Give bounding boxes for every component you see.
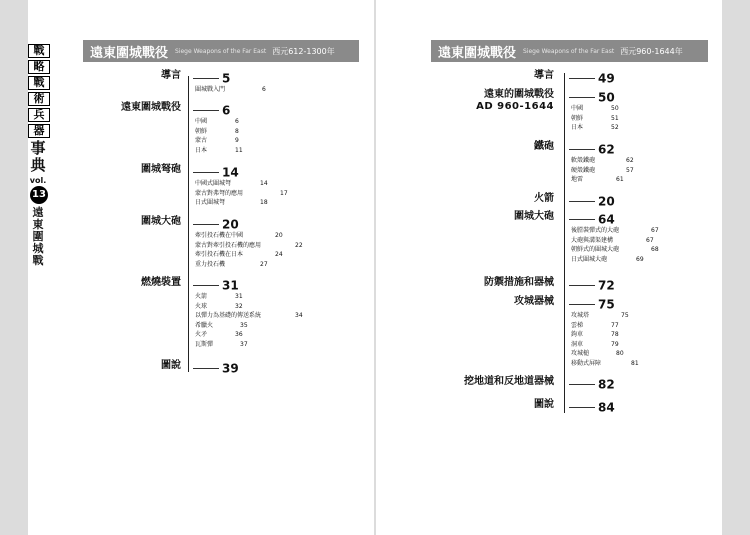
section-title-line1: 挖地道和反地道器械 <box>464 376 554 387</box>
toc-section-title <box>28 102 181 126</box>
toc-subitem <box>195 180 345 188</box>
spine-sub-char: 戰 <box>32 254 44 267</box>
section-page-number: 75 <box>598 297 615 312</box>
toc-subitem <box>195 128 345 136</box>
subitem-page-number: 61 <box>616 176 624 183</box>
toc-subitem <box>571 246 721 254</box>
subitem-title: 日式圍城大砲 <box>571 255 608 263</box>
section-page-number: 39 <box>222 361 239 376</box>
leader-line <box>569 97 595 98</box>
right-page <box>376 0 722 535</box>
leader-line <box>193 172 219 173</box>
subitem-page-number: 11 <box>235 146 243 154</box>
leader-line <box>569 219 595 220</box>
subitem-page-number: 35 <box>240 321 248 329</box>
subitem-title: 移動式屏障 <box>571 359 602 367</box>
subitem-title: 以彈力為基礎的傳送系統 <box>195 312 262 319</box>
section-title-line2: AD 960-1644 <box>476 101 554 112</box>
section-title-text <box>476 89 554 113</box>
section-title-line1: 導言 <box>161 70 181 81</box>
banner-subtitle: Siege Weapons of the Far East <box>175 47 267 55</box>
toc-divider-line <box>564 73 565 413</box>
subitem-title: 瓦斯彈 <box>195 340 214 348</box>
right-section-banner <box>431 40 708 62</box>
banner-subtitle: Siege Weapons of the Far East <box>523 47 615 55</box>
subitem-page-number: 79 <box>611 340 619 348</box>
subitem-title: 希臘火 <box>195 321 214 329</box>
subitem-title: 攻城槌 <box>571 350 590 357</box>
section-title-text <box>514 296 554 308</box>
subitem-page-number: 6 <box>235 118 239 125</box>
toc-subitem <box>571 331 721 339</box>
toc-subitem <box>195 261 345 269</box>
subitem-page-number: 36 <box>235 331 243 338</box>
subitem-page-number: 22 <box>295 241 303 249</box>
spine-sub-char: 圍 <box>32 230 44 243</box>
toc-subitem <box>195 312 345 320</box>
section-title-text <box>534 399 554 411</box>
spine-char: 戰 <box>28 44 50 58</box>
leader-line <box>193 78 219 79</box>
section-title-text <box>141 216 181 228</box>
subitem-title: 朝鮮式的圍城大砲 <box>571 246 620 253</box>
banner-title: 遠東圍城戰役 <box>90 45 169 61</box>
banner-title: 遠東圍城戰役 <box>438 45 517 61</box>
subitem-page-number: 8 <box>235 127 239 135</box>
section-title-text <box>534 193 554 205</box>
subitem-title: 火矛 <box>195 331 208 338</box>
section-page-number: 62 <box>598 142 615 157</box>
toc-page-entry <box>193 100 230 119</box>
section-title-line1: 圖說 <box>161 360 181 371</box>
leader-line <box>193 224 219 225</box>
left-section-banner <box>83 40 359 62</box>
toc-subitem <box>195 86 345 94</box>
subitem-page-number: 51 <box>611 114 619 122</box>
subitem-title: 牽引投石機在日本 <box>195 251 244 258</box>
subitem-title: 中國 <box>571 105 584 112</box>
toc-subitem <box>195 147 345 155</box>
section-title-text <box>141 164 181 176</box>
section-title-text <box>484 277 554 289</box>
section-page-number: 72 <box>598 278 615 293</box>
toc-subitem <box>571 115 721 123</box>
toc-subitem <box>195 137 345 145</box>
subitem-title: 中國 <box>195 118 208 125</box>
section-title-line1: 圍城大砲 <box>141 216 181 227</box>
toc-section-title <box>28 70 181 94</box>
subitem-title: 朝鮮 <box>571 114 584 122</box>
toc-page-entry <box>193 275 239 294</box>
subitem-page-number: 75 <box>621 312 629 319</box>
toc-page-entry <box>569 87 615 106</box>
section-page-number: 64 <box>598 212 615 227</box>
toc-subitem <box>195 303 345 311</box>
leader-line <box>569 384 595 385</box>
section-title-text <box>161 360 181 372</box>
toc-section-title <box>28 277 181 301</box>
toc-section-title <box>28 164 181 188</box>
subitem-page-number: 50 <box>611 105 619 112</box>
toc-subitem <box>195 199 345 207</box>
toc-page-entry <box>569 191 615 210</box>
toc-subitem <box>195 322 345 330</box>
toc-subitem <box>195 190 345 198</box>
subitem-title: 雲梯 <box>571 321 584 329</box>
subitem-page-number: 17 <box>280 189 288 197</box>
volume-label: vol. <box>29 176 47 185</box>
toc-page-entry <box>193 214 239 233</box>
toc-subitem <box>195 341 345 349</box>
toc-subitem <box>571 312 721 320</box>
section-title-line1: 鐵砲 <box>534 141 554 152</box>
leader-line <box>569 304 595 305</box>
subitem-title: 硬殼鐵砲 <box>571 166 596 174</box>
spine-char: 器 <box>28 124 50 138</box>
section-title-line1: 圍城大砲 <box>514 211 554 222</box>
subitem-page-number: 67 <box>646 236 654 244</box>
toc-subitem <box>571 256 721 264</box>
subitem-page-number: 37 <box>240 340 248 348</box>
spine-char: 略 <box>28 60 50 74</box>
subitem-page-number: 18 <box>260 199 268 206</box>
toc-subitem <box>195 242 345 250</box>
spine-big-char: 事 <box>30 139 46 157</box>
subitem-page-number: 62 <box>626 157 634 164</box>
leader-line <box>569 149 595 150</box>
toc-section-title <box>376 89 554 113</box>
section-page-number: 14 <box>222 165 239 180</box>
leader-line <box>193 285 219 286</box>
toc-section-title <box>376 296 554 320</box>
subitem-page-number: 32 <box>235 302 243 310</box>
toc-page-entry <box>569 275 615 294</box>
section-page-number: 20 <box>222 217 239 232</box>
section-title-line1: 攻城器械 <box>514 296 554 307</box>
section-page-number: 20 <box>598 194 615 209</box>
toc-section-title <box>376 376 554 400</box>
toc-page-entry <box>193 358 239 377</box>
subitem-title: 大砲與溝渠建構 <box>571 236 614 244</box>
section-title-text <box>121 102 181 114</box>
toc-subitem <box>195 232 345 240</box>
subitem-title: 蒙古 <box>195 137 208 144</box>
subitem-page-number: 80 <box>616 350 624 357</box>
subitem-title: 蒙古對牽引投石機的應用 <box>195 241 262 249</box>
subitem-title: 攻城塔 <box>571 312 590 319</box>
subitem-page-number: 52 <box>611 124 619 131</box>
section-page-number: 6 <box>222 103 231 118</box>
subitem-title: 蒙古對弗弩的應用 <box>195 189 244 197</box>
spine-big-char: 典 <box>30 156 46 174</box>
toc-subitem <box>571 227 721 235</box>
toc-subitem <box>571 105 721 113</box>
section-title-text <box>141 277 181 289</box>
subitem-title: 日本 <box>195 146 208 154</box>
subitem-page-number: 77 <box>611 321 619 329</box>
toc-page-entry <box>569 374 615 393</box>
section-title-line1: 圖說 <box>534 399 554 410</box>
toc-section-title <box>376 141 554 165</box>
toc-subitem <box>571 176 721 184</box>
subitem-title: 火箭 <box>195 293 208 300</box>
section-title-line1: 圍城弩砲 <box>141 164 181 175</box>
section-title-text <box>514 211 554 223</box>
subitem-title: 中國式圍城弩 <box>195 180 232 187</box>
toc-subitem <box>195 331 345 339</box>
toc-page-entry <box>569 397 615 416</box>
subitem-title: 圍城戰入門 <box>195 86 226 93</box>
subitem-title: 火球 <box>195 302 208 310</box>
toc-section-title <box>376 399 554 423</box>
toc-page-entry <box>569 68 615 87</box>
subitem-title: 日本 <box>571 124 584 131</box>
section-page-number: 31 <box>222 278 239 293</box>
spine-char: 術 <box>28 92 50 106</box>
subitem-title: 洞車 <box>571 340 584 348</box>
leader-line <box>193 110 219 111</box>
section-page-number: 5 <box>222 71 231 86</box>
leader-line <box>569 407 595 408</box>
toc-subitem <box>571 341 721 349</box>
subitem-title: 牽引投石機在中國 <box>195 232 244 239</box>
subitem-page-number: 69 <box>636 255 644 263</box>
section-title-text <box>534 70 554 82</box>
subitem-page-number: 9 <box>235 137 239 144</box>
leader-line <box>569 201 595 202</box>
subitem-page-number: 78 <box>611 331 619 338</box>
toc-subitem <box>571 350 721 358</box>
subitem-title: 重力投石機 <box>195 260 226 268</box>
section-page-number: 49 <box>598 71 615 86</box>
section-title-text <box>464 376 554 388</box>
subitem-page-number: 20 <box>275 232 283 239</box>
toc-subitem <box>195 293 345 301</box>
subitem-page-number: 31 <box>235 293 243 300</box>
left-page <box>28 0 374 535</box>
toc-page-entry <box>569 139 615 158</box>
toc-subitem <box>571 237 721 245</box>
section-title-line1: 遠東的圍城戰役 <box>484 89 554 100</box>
toc-subitem <box>571 124 721 132</box>
section-title-text <box>161 70 181 82</box>
toc-page-entry <box>193 162 239 181</box>
toc-page-entry <box>569 294 615 313</box>
section-title-line1: 導言 <box>534 70 554 81</box>
leader-line <box>569 285 595 286</box>
toc-subitem <box>571 157 721 165</box>
toc-section-title <box>376 211 554 235</box>
toc-subitem <box>195 251 345 259</box>
section-page-number: 82 <box>598 377 615 392</box>
subitem-page-number: 14 <box>260 180 268 187</box>
subitem-title: 後膛裝彈式的大砲 <box>571 227 620 234</box>
subitem-title: 地雷 <box>571 176 584 183</box>
toc-page-entry <box>193 68 230 87</box>
subitem-title: 軟殼鐵砲 <box>571 157 596 164</box>
subitem-title: 朝鮮 <box>195 127 208 135</box>
toc-subitem <box>571 360 721 368</box>
subitem-page-number: 81 <box>631 359 639 367</box>
toc-subitem <box>571 167 721 175</box>
volume-number-badge: 13 <box>30 186 48 204</box>
subitem-title: 鉤車 <box>571 331 584 338</box>
section-title-line1: 火箭 <box>534 193 554 204</box>
subitem-page-number: 68 <box>651 246 659 253</box>
spine-char: 兵 <box>28 108 50 122</box>
toc-subitem <box>195 118 345 126</box>
section-title-text <box>534 141 554 153</box>
toc-section-title <box>28 360 181 384</box>
leader-line <box>193 368 219 369</box>
spine-sub-char: 東 <box>32 218 44 231</box>
section-page-number: 84 <box>598 400 615 415</box>
subitem-page-number: 24 <box>275 251 283 258</box>
section-title-line1: 遠東圍城戰役 <box>121 102 181 113</box>
spine-char: 戰 <box>28 76 50 90</box>
section-title-line1: 燃燒裝置 <box>141 277 181 288</box>
toc-section-title <box>28 216 181 240</box>
spine-sub-char: 城 <box>32 242 44 255</box>
subitem-page-number: 57 <box>626 166 634 174</box>
toc-page-entry <box>569 209 615 228</box>
toc-divider-line <box>188 76 189 372</box>
subitem-page-number: 27 <box>260 260 268 268</box>
subitem-title: 日式圍城弩 <box>195 199 226 206</box>
subitem-page-number: 67 <box>651 227 659 234</box>
section-title-line1: 防禦措施和器械 <box>484 277 554 288</box>
spine-sub-char: 遠 <box>32 206 44 219</box>
leader-line <box>569 78 595 79</box>
banner-date: 西元960-1644年 <box>620 46 683 56</box>
subitem-page-number: 6 <box>262 86 266 93</box>
section-page-number: 50 <box>598 90 615 105</box>
banner-date: 西元612-1300年 <box>272 46 335 56</box>
subitem-page-number: 34 <box>295 312 303 319</box>
toc-subitem <box>571 322 721 330</box>
